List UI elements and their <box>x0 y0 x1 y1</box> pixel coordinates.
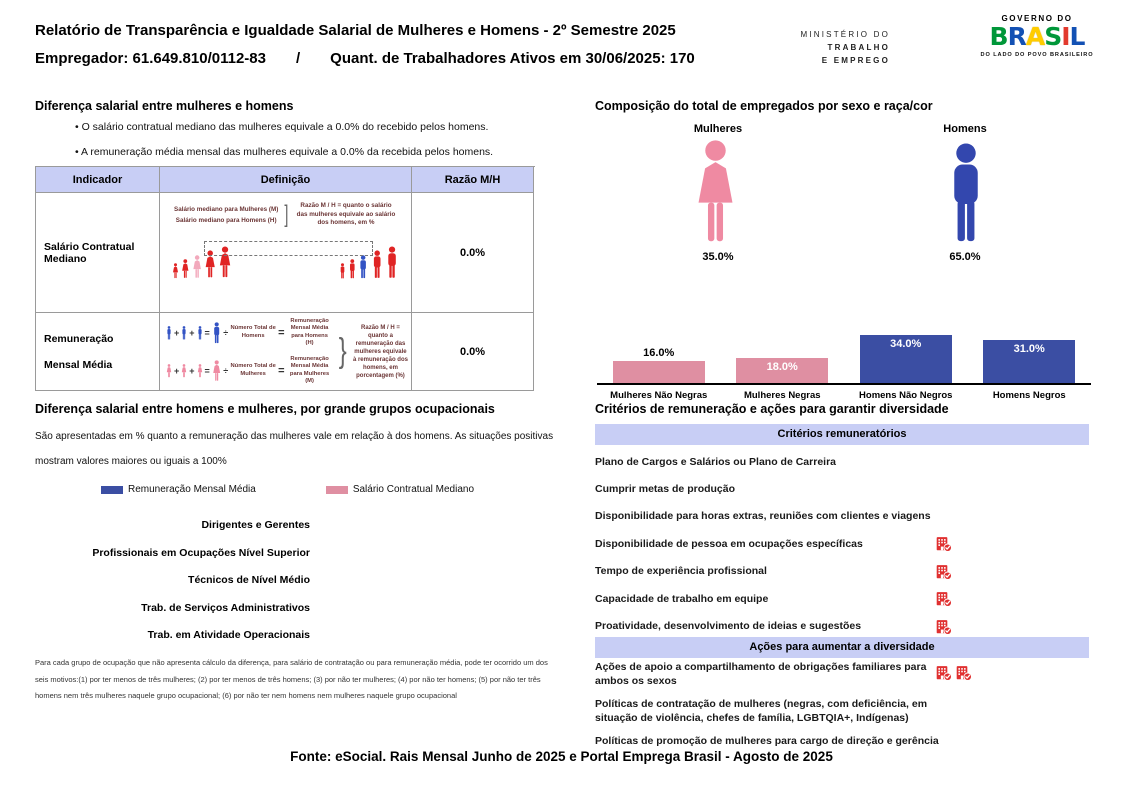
occupation-label: Trab. em Atividade Operacionais <box>147 629 310 641</box>
row-median-salary-label: Salário Contratual Mediano <box>36 193 160 313</box>
occupational-footnote: Para cada grupo de ocupação que não apresenta cálculo da diferença, para salário de contratação ou para remuneração média, pode ter ocorrido um dos seis motivos:(1) por ter menos de três mulheres; (2) por ter menos de três homens; (3) por não ter mulheres; (4) por não ter homens; (5) por não ter três homens nem três mulheres naquele grupo ocupacional; (6) por não ter nem homens nem mulheres naquele grupo ocupacional <box>35 658 548 700</box>
criteria-item <box>595 530 1089 557</box>
criteria-item <box>595 612 1089 639</box>
remuneration-criteria-list <box>595 448 1089 640</box>
woman-icon <box>181 364 187 378</box>
company-check-icon <box>935 535 952 552</box>
criteria-item-label: Disponibilidade para horas extras, reuniões com clientes e viagens <box>595 510 931 523</box>
salary-gap-bullet-1: • O salário contratual mediano das mulheres equivale a 0.0% do recebido pelos homens. <box>75 121 488 133</box>
bar-value-label: 31.0% <box>1013 343 1045 355</box>
row-median-salary-ratio: 0.0% <box>412 193 534 313</box>
race-bar-categories <box>597 390 1091 401</box>
median-pictogram <box>164 239 407 279</box>
action-item-label: Ações de apoio a compartilhamento de obrigações familiares para ambos os sexos <box>595 661 927 687</box>
row-median-salary-definition <box>160 193 412 313</box>
bar-value-label: 34.0% <box>890 338 922 350</box>
women-average-equation: + + = ÷ Número Total de Mulheres = Remuneração Mensal Média para Mulheres (M) <box>166 356 333 386</box>
source-footer: Fonte: eSocial. Rais Mensal Junho de 2025 e Portal Emprega Brasil - Agosto de 2025 <box>290 749 833 764</box>
row-mean-pay-definition <box>160 313 412 391</box>
criteria-item <box>595 475 1089 502</box>
governo-brasil-logo <box>972 14 1102 58</box>
occupation-label: Técnicos de Nível Médio <box>188 574 310 586</box>
occupation-label: Trab. de Serviços Administrativos <box>141 601 310 614</box>
diversity-actions-header: Ações para aumentar a diversidade <box>595 637 1089 658</box>
legend-label: Salário Contratual Mediano <box>352 484 475 495</box>
brasil-letter: B <box>989 22 1008 51</box>
man-icon <box>181 326 187 340</box>
criteria-item <box>595 448 1089 475</box>
median-women-label: Salário mediano para Mulheres (M) <box>174 206 279 213</box>
occupational-title: Diferença salarial entre homens e mulheres, por grande grupos ocupacionais <box>35 402 495 416</box>
indicator-table <box>35 166 535 391</box>
median-men-label: Salário mediano para Homens (H) <box>175 217 277 224</box>
man-icon <box>197 326 203 340</box>
table-header-definicao: Definição <box>160 167 412 193</box>
separator: / <box>295 50 301 67</box>
bar-homens-nao-negros <box>860 335 952 383</box>
company-check-icon <box>935 590 952 607</box>
criteria-item-label: Cumprir metas de produção <box>595 483 736 496</box>
brasil-letter: R <box>1007 22 1026 51</box>
brasil-letter: I <box>1061 22 1070 51</box>
woman-total-icon <box>212 360 221 382</box>
median-labels <box>174 204 278 226</box>
median-ratio-note: Razão M / H = quanto o salário das mulheres equivale ao salário dos homens, em % <box>296 202 396 227</box>
criteria-item-label: Plano de Cargos e Salários ou Plano de Carreira <box>595 455 836 468</box>
women-figure-icon <box>692 139 739 247</box>
woman-icon <box>166 364 172 378</box>
men-average-equation: + + = ÷ Número Total de Homens = Remuneração Mensal Média para Homens (H) <box>166 318 333 348</box>
occupation-label: Dirigentes e Gerentes <box>201 519 310 531</box>
remuneration-criteria-header: Critérios remuneratórios <box>595 424 1089 445</box>
woman-icon <box>197 364 203 378</box>
composition-title: Composição do total de empregados por sexo e raça/cor <box>595 99 933 113</box>
brace-glyph: } <box>338 332 347 370</box>
ministry-logo <box>801 28 891 67</box>
governo-do-label: GOVERNO DO <box>1001 14 1073 23</box>
action-item-label: Políticas de promoção de mulheres para cargo de direção e gerência <box>595 735 939 747</box>
bar-value-label: 18.0% <box>766 361 798 373</box>
brasil-letter: A <box>1025 22 1045 51</box>
brasil-letter: L <box>1069 22 1085 51</box>
occupation-label: Profissionais em Ocupações Nível Superior <box>92 546 310 559</box>
ministry-line3: E EMPREGO <box>821 56 890 65</box>
company-check-icon <box>935 563 952 580</box>
man-icon <box>166 326 172 340</box>
legend-median-salary <box>326 484 474 495</box>
man-total-icon <box>212 322 221 344</box>
men-result-label: Remuneração Mensal Média para Homens (H) <box>290 317 329 346</box>
criteria-item <box>595 558 1089 585</box>
legend-label: Remuneração Mensal Média <box>127 484 256 495</box>
row-mean-pay-ratio: 0.0% <box>412 313 534 391</box>
criteria-item-label: Capacidade de trabalho em equipe <box>595 592 769 605</box>
woman-icon <box>172 263 179 279</box>
man-median-icon <box>358 255 368 279</box>
ministry-line2: TRABALHO <box>827 43 890 52</box>
brasil-letter: S <box>1044 22 1062 51</box>
women-divisor-label: Número Total de Mulheres <box>230 363 276 377</box>
man-icon <box>339 263 346 279</box>
man-icon <box>385 246 399 279</box>
occupational-subtitle: São apresentadas em % quanto a remuneração das mulheres vale em relação à dos homens. As situações positivas mostram valores maiores ou iguais a 100% <box>35 431 554 467</box>
bar-mulheres-negras <box>736 358 828 383</box>
diversity-actions-list <box>595 661 1089 749</box>
women-result-label: Remuneração Mensal Média para Mulheres (M) <box>289 355 330 384</box>
gov-tagline: DO LADO DO POVO BRASILEIRO <box>980 52 1094 58</box>
mean-ratio-note: Razão M / H = quanto a remuneração das mulheres equivale à remuneração dos homens, em porcentagem (%) <box>352 324 408 379</box>
median-dashed-connector <box>204 241 373 256</box>
criteria-item-label: Disponibilidade de pessoa em ocupações específicas <box>595 537 863 550</box>
criteria-item <box>595 503 1089 530</box>
employer-line <box>35 50 695 67</box>
bar-category-label: Mulheres Negras <box>743 390 821 401</box>
employer-id: Empregador: 61.649.810/0112-83 <box>35 50 266 67</box>
woman-median-icon <box>192 255 202 279</box>
occupational-legend <box>35 484 540 495</box>
men-figure-icon <box>944 142 988 245</box>
women-percentage: 35.0% <box>702 251 734 263</box>
salary-gap-bullet-2: • A remuneração média mensal das mulheres equivale a 0.0% da recebida pelos homens. <box>75 146 493 158</box>
bar-homens-negros <box>983 340 1075 383</box>
bar-mulheres-nao-negras <box>613 361 705 383</box>
action-item <box>595 731 1089 749</box>
row-mean-pay-label: Remuneração Mensal Média <box>36 313 160 391</box>
legend-swatch-pink <box>326 486 348 494</box>
bracket-glyph: ] <box>284 201 289 228</box>
bar-category-label: Homens Não Negros <box>859 390 953 401</box>
legend-swatch-blue <box>101 486 123 494</box>
criteria-item-label: Tempo de experiência profissional <box>595 565 767 578</box>
salary-gap-title: Diferença salarial entre mulheres e homens <box>35 99 294 113</box>
company-check-icon <box>935 618 952 635</box>
action-item <box>595 661 1089 694</box>
race-bar-chart <box>597 328 1091 385</box>
man-icon <box>348 259 357 279</box>
criteria-item-label: Proatividade, desenvolvimento de ideias e sugestões <box>595 620 862 633</box>
table-header-razao: Razão M/H <box>412 167 534 193</box>
page-title: Relatório de Transparência e Igualdade Salarial de Mulheres e Homens - 2º Semestre 2025 <box>35 22 676 39</box>
bar-category-label: Mulheres Não Negras <box>610 390 708 401</box>
bar-value-label: 16.0% <box>643 347 675 359</box>
active-workers: Quant. de Trabalhadores Ativos em 30/06/2025: 170 <box>330 50 695 67</box>
action-item-label: Políticas de contratação de mulheres (negras, com deficiência, em situação de violência, chefes de família, LGBTQIA+, Indígenas) <box>595 698 928 724</box>
table-header-indicador: Indicador <box>36 167 160 193</box>
men-divisor-label: Número Total de Homens <box>230 325 276 339</box>
brasil-wordmark <box>972 23 1102 50</box>
company-check-icon <box>955 664 972 681</box>
bar-category-label: Homens Negros <box>992 390 1066 401</box>
company-check-icon <box>935 664 952 681</box>
criteria-title: Critérios de remuneração e ações para garantir diversidade <box>595 402 949 416</box>
woman-icon <box>181 259 190 279</box>
occupational-categories <box>35 512 310 650</box>
criteria-item <box>595 585 1089 612</box>
men-percentage: 65.0% <box>949 251 981 263</box>
men-group-label: Homens <box>943 123 987 135</box>
legend-mean-pay <box>101 484 256 495</box>
women-group-label: Mulheres <box>693 123 743 135</box>
ministry-line1: MINISTÉRIO DO <box>800 30 890 39</box>
action-item <box>595 694 1089 731</box>
